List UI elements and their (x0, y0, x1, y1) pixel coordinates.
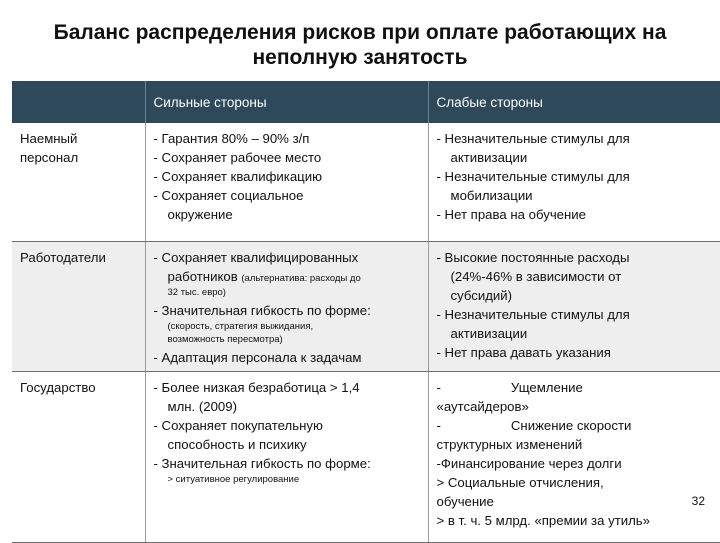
weakness-item: > Социальные отчисления, (436, 475, 604, 490)
table-row-employers (12, 242, 720, 372)
page-number: 32 (691, 494, 705, 508)
weakness-item: Снижение скорости (510, 418, 632, 433)
strength-note: 32 тыс. евро) (167, 287, 226, 298)
weakness-item-continued: активизации (450, 326, 528, 341)
table-row-state (12, 372, 720, 543)
risk-balance-table (12, 81, 720, 543)
row-label-line: Работодатели (20, 250, 106, 265)
strengths-cell-state (145, 372, 428, 543)
row-label-employees (12, 123, 145, 242)
weakness-item-continued: активизации (450, 150, 528, 165)
weakness-item-continued: субсидий) (450, 288, 513, 303)
strength-note: > ситуативное регулирование (167, 474, 300, 485)
strength-item: - Гарантия 80% – 90% з/п (153, 131, 310, 146)
weakness-dash: - (436, 418, 441, 433)
row-label-state (12, 372, 145, 543)
row-label-line: Государство (20, 380, 96, 395)
strength-note: возможность пересмотра) (167, 334, 283, 345)
strength-item: - Сохраняет рабочее место (153, 150, 322, 165)
header-empty-cell (12, 81, 145, 123)
weaknesses-cell-employees (428, 123, 720, 242)
strength-item: - Значительная гибкость по форме: (153, 303, 371, 318)
header-weaknesses: Слабые стороны (428, 81, 720, 123)
weakness-item-continued: мобилизации (450, 188, 533, 203)
strength-item: - Сохраняет квалифицированных (153, 250, 359, 265)
weakness-item-continued: (24%-46% в зависимости от (450, 269, 622, 284)
slide-title (0, 20, 720, 70)
strength-note: (скорость, стратегия выжидания, (167, 321, 314, 332)
row-label-line: Наемный (20, 131, 78, 146)
strength-note: (альтернатива: расходы до (241, 273, 361, 284)
weakness-item: - Нет права давать указания (436, 345, 611, 360)
strength-item: - Значительная гибкость по форме: (153, 456, 371, 471)
weakness-item-continued: структурных изменений (436, 437, 583, 452)
strength-item-continued: млн. (2009) (167, 399, 237, 414)
strength-item-continued: работников (167, 269, 242, 284)
strength-item: - Сохраняет квалификацию (153, 169, 322, 184)
weakness-dash: - (436, 380, 441, 395)
strength-item: - Сохраняет социальное (153, 188, 304, 203)
row-label-line: персонал (20, 150, 79, 165)
weakness-item: - Незначительные стимулы для (436, 307, 630, 322)
weakness-item: - Нет права на обучение (436, 207, 587, 222)
weakness-item: Ущемление (510, 380, 583, 395)
strength-item: - Адаптация персонала к задачам (153, 350, 362, 365)
slide-title-line-2: неполную занятость (252, 46, 468, 69)
strengths-cell-employers (145, 242, 428, 372)
weakness-item: - Незначительные стимулы для (436, 131, 630, 146)
strength-item: - Сохраняет покупательную (153, 418, 323, 433)
strength-item-continued: способность и психику (167, 437, 307, 452)
weakness-item-continued: «аутсайдеров» (436, 399, 529, 414)
header-strengths: Сильные стороны (145, 81, 428, 123)
slide-title-line-1: Баланс распределения рисков при оплате работающих на (53, 21, 667, 44)
strengths-cell-employees (145, 123, 428, 242)
strength-item: - Более низкая безработица > 1,4 (153, 380, 360, 395)
weakness-item-continued: обучение (436, 494, 494, 509)
weaknesses-cell-employers (428, 242, 720, 372)
weaknesses-cell-state (428, 372, 720, 543)
weakness-item: - Незначительные стимулы для (436, 169, 630, 184)
strength-item-continued: окружение (167, 207, 233, 222)
row-label-employers (12, 242, 145, 372)
weakness-item: -Финансирование через долги (436, 456, 622, 471)
table-header-row (12, 81, 720, 123)
table-row-employees (12, 123, 720, 242)
weakness-item: > в т. ч. 5 млрд. «премии за утиль» (436, 513, 651, 528)
weakness-item: - Высокие постоянные расходы (436, 250, 630, 265)
